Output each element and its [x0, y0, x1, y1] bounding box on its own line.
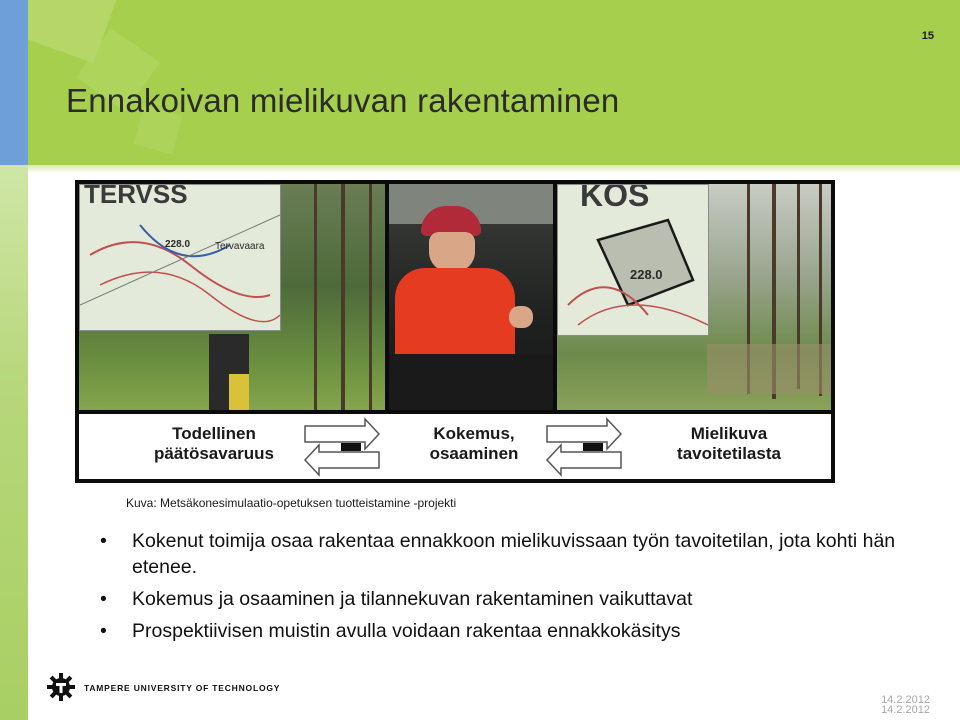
bullet-text: Kokenut toimija osaa rakentaa ennakkoon mielikuvissaan työn tavoitetilan, jota kohti hän etenee. [132, 530, 896, 578]
label-experience-line2: osaaminen [429, 444, 519, 463]
cab-seat [389, 354, 553, 410]
gear-logo-icon [46, 672, 76, 702]
operator-face [429, 232, 475, 272]
arrow-block [583, 443, 603, 451]
bullet-text: Prospektiivisen muistin avulla voidaan rakentaa ennakkokäsitys [132, 620, 681, 642]
figure-caption: Kuva: Metsäkonesimulaatio-opetuksen tuotteistamine -projekti [126, 496, 457, 510]
university-name: TAMPERE UNIVERSITY OF TECHNOLOGY [84, 683, 281, 693]
bullet-item [100, 586, 920, 612]
label-mental-image-line1: Mielikuva [690, 424, 768, 443]
bullet-marker: • [100, 620, 107, 642]
slide-date-duplicate: 14.2.2012 [881, 704, 930, 716]
bullet-marker: • [100, 588, 107, 610]
slide-number: 15 [921, 30, 934, 42]
bullet-marker: • [100, 530, 107, 552]
operator-photo [389, 184, 553, 410]
left-blue-band [0, 0, 28, 165]
bullet-item [100, 618, 920, 644]
forest-photo-left [79, 184, 385, 410]
tree-trunk [341, 184, 345, 410]
slide-date: 14.2.2012 [881, 694, 930, 706]
bullet-item [100, 528, 920, 580]
label-decision-space-line2: päätösavaruus [154, 444, 274, 463]
operator-hand [509, 306, 533, 328]
map-target-area [558, 185, 708, 335]
left-green-band [0, 165, 28, 720]
label-mental-image-line2: tavoitetilasta [677, 444, 781, 463]
arrow-block [341, 443, 361, 451]
tree-trunk [314, 184, 317, 410]
map-right-value: 228.0 [630, 267, 663, 282]
map-overlay-left [79, 184, 281, 331]
composite-figure [75, 180, 835, 483]
map-overlay-right [557, 184, 709, 336]
concept-strip [79, 414, 831, 479]
slide-title: Ennakoivan mielikuvan rakentaminen [66, 82, 620, 119]
ground-logs [707, 344, 831, 394]
bullet-text: Kokemus ja osaaminen ja tilannekuvan rakentaminen vaikuttavat [132, 588, 693, 610]
map-left-value: 228.0 [165, 239, 191, 250]
map-header-text: TERVSS [84, 184, 188, 209]
tree-trunk [369, 184, 372, 410]
header-gradient [28, 165, 960, 173]
map-header-text: KOS [580, 184, 650, 213]
label-decision-space-line1: Todellinen [172, 424, 256, 443]
flow-arrows [79, 414, 831, 479]
bullet-list [100, 528, 920, 650]
machine-highlight [229, 374, 249, 410]
map-left-label: Tervavaara [215, 241, 265, 252]
label-experience-line1: Kokemus, [433, 424, 515, 443]
map-contour-lines [80, 185, 280, 330]
forest-photo-right [557, 184, 831, 410]
